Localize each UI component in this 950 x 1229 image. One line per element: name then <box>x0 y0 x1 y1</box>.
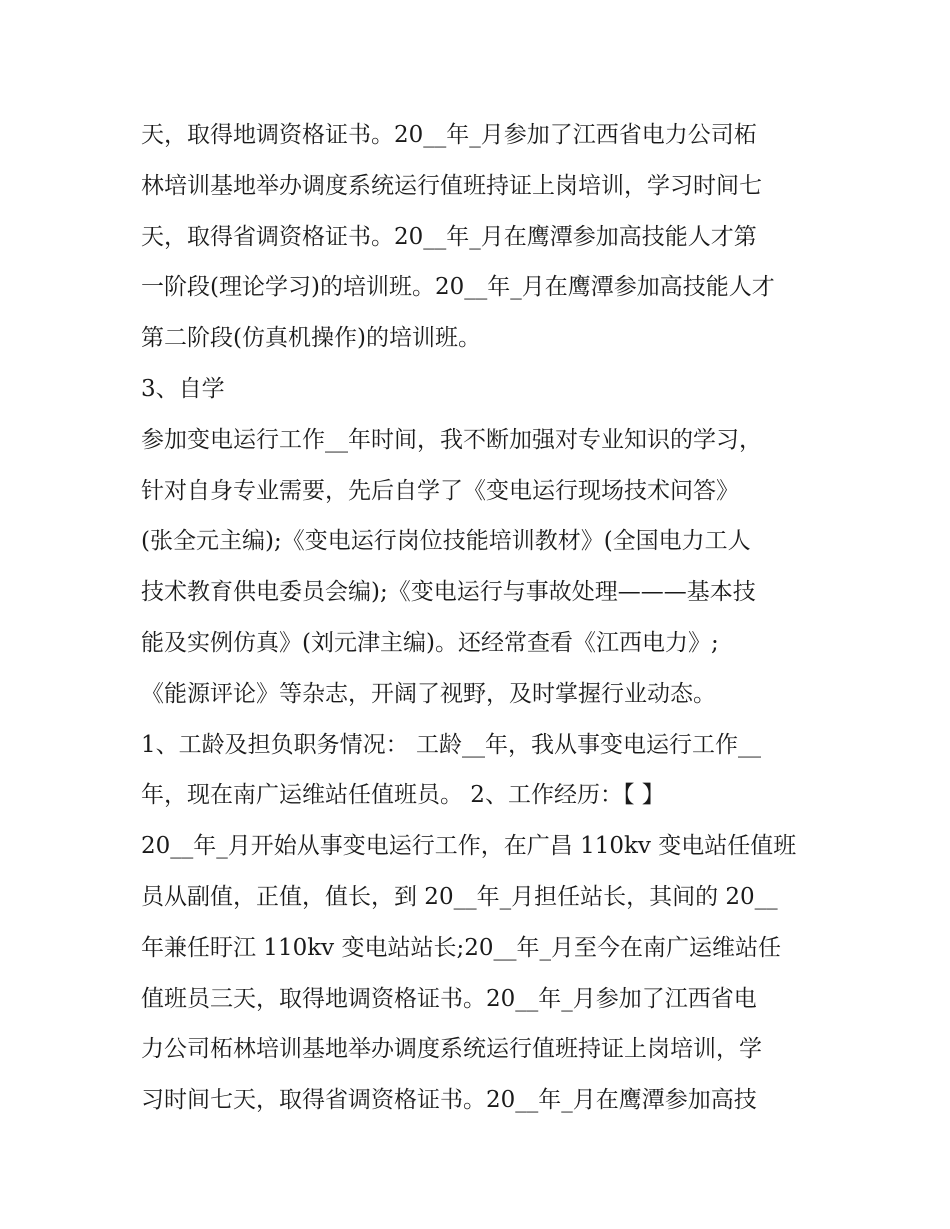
text-line: 第二阶段(仿真机操作)的培训班。 <box>141 325 481 352</box>
text-line: 天，取得地调资格证书。20__年_月参加了江西省电力公司柘 <box>141 122 757 148</box>
text-line: 针对自身专业需要，先后自学了《变电运行现场技术问答》 <box>141 477 739 504</box>
text-line: 习时间七天，取得省调资格证书。20__年_月在鹰潭参加高技 <box>141 1087 757 1114</box>
text-line: 值班员三天，取得地调资格证书。20__年_月参加了江西省电 <box>141 985 757 1012</box>
text-line: 年兼任盱江 110kv 变电站站长;20__年_月至今在南广运维站任 <box>141 934 781 961</box>
text-line: 员从副值，正值，值长，到 20__年_月担任站长，其间的 20__ <box>141 883 778 910</box>
text-line: 力公司柘林培训基地举办调度系统运行值班持证上岗培训，学 <box>141 1036 762 1063</box>
text-line: 《能源评论》等杂志，开阔了视野，及时掌握行业动态。 <box>141 680 716 707</box>
body-text <box>141 110 821 1126</box>
text-line: 一阶段(理论学习)的培训班。20__年_月在鹰潭参加高技能人才 <box>141 274 775 301</box>
text-line: 1、工龄及担负职务情况： 工龄__年，我从事变电运行工作__ <box>141 731 761 758</box>
text-line: 参加变电运行工作__年时间，我不断加强对专业知识的学习， <box>141 426 762 453</box>
text-line: 能及实例仿真》(刘元津主编)。还经常查看《江西电力》; <box>141 629 719 656</box>
section-heading-self-study: 3、自学 <box>141 375 225 402</box>
text-line: 20__年_月开始从事变电运行工作，在广昌 110kv 变电站任值班 <box>141 833 797 860</box>
text-line: 技术教育供电委员会编);《变电运行与事故处理———基本技 <box>141 579 756 606</box>
text-line: (张全元主编);《变电运行岗位技能培训教材》(全国电力工人 <box>141 528 751 555</box>
text-line: 年，现在南广运维站任值班员。 2、工作经历：【 】 <box>141 782 665 809</box>
text-line: 林培训基地举办调度系统运行值班持证上岗培训，学习时间七 <box>141 172 762 199</box>
text-line: 天，取得省调资格证书。20__年_月在鹰潭参加高技能人才第 <box>141 223 757 250</box>
